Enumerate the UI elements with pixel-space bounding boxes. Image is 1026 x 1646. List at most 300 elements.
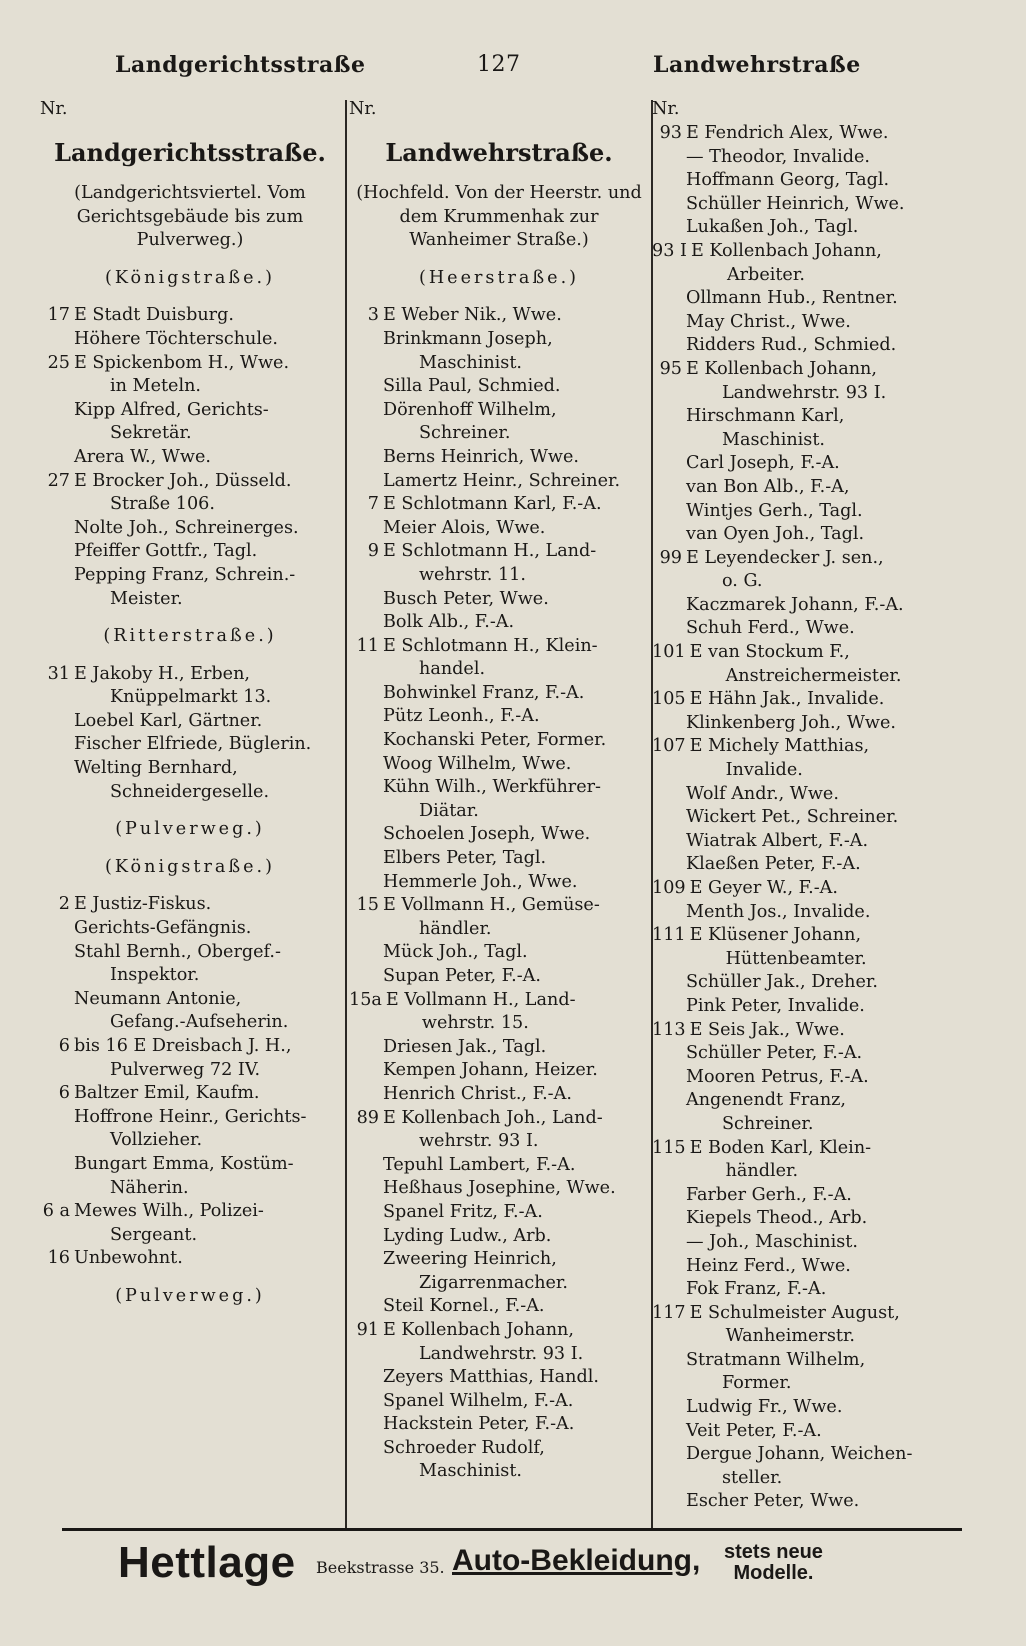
house-number: 27 [47,470,70,491]
resident-text [686,287,952,311]
resident-line: Landwehrstr. 93 I. [419,1343,584,1364]
resident-line: Neumann Antonie, [74,988,242,1009]
resident-line: Escher Peter, Wwe. [686,1491,860,1512]
resident-entry [652,1066,952,1090]
street-description: (Hochfeld. Von der Heerstr. und dem Krummenhak zur Wanheimer Straße.) [356,183,642,251]
resident-entry [349,871,649,895]
resident-line: E Kollenbach Johann, [690,240,882,261]
resident-text [74,1035,340,1082]
resident-line: E Fendrich Alex, Wwe. [686,123,889,143]
resident-text [74,470,340,517]
resident-text [383,493,649,517]
resident-entry [40,564,340,611]
house-number [349,1059,383,1083]
resident-text [686,712,952,736]
house-number: 93 [659,123,682,143]
resident-line: E Vollmann H., Land- [385,989,576,1010]
resident-text [74,1082,340,1106]
resident-text [686,216,952,240]
house-number [349,1201,383,1225]
resident-line: Vollzieher. [110,1130,203,1151]
house-number: 105 [652,689,686,710]
house-number: 111 [652,925,686,946]
resident-entry [349,1248,649,1295]
resident-line: Höhere Töchterschule. [74,328,278,349]
resident-entry [652,901,952,925]
resident-entry [349,941,649,965]
resident-entry [652,500,952,524]
ad-tagline-1: stets neue [724,1541,823,1563]
resident-line: E Stadt Duisburg. [74,305,234,326]
resident-text [686,971,952,995]
resident-entry [349,705,649,729]
house-number: 17 [47,305,70,326]
resident-text [686,311,952,335]
resident-line: Fischer Elfriede, Büglerin. [74,734,312,755]
resident-text [383,871,649,895]
running-head-right: Landwehrstraße [653,52,861,78]
house-number [40,710,74,734]
house-number [652,311,686,335]
resident-text [383,517,649,541]
resident-text [686,594,952,618]
house-number [652,1255,686,1279]
resident-entry [652,452,952,476]
resident-entry [652,617,952,641]
house-number [652,193,686,217]
resident-text [383,1225,649,1249]
house-number [349,517,383,541]
resident-line: Landwehrstr. 93 I. [722,382,887,403]
page-number: 127 [477,52,521,77]
house-number: 6 a [42,1201,70,1222]
resident-text [686,334,952,358]
resident-text [383,1083,649,1107]
resident-line: E Schlotmann Karl, F.-A. [383,494,602,515]
resident-text [386,989,649,1036]
resident-line: Busch Peter, Wwe. [383,588,549,609]
resident-line: Hirschmann Karl, [686,406,845,427]
resident-line: Wolf Andr., Wwe. [686,783,839,804]
resident-line: Driesen Jak., Tagl. [383,1036,547,1057]
resident-text [686,547,952,594]
resident-text [686,169,952,193]
resident-entry [349,776,649,823]
resident-text [383,941,649,965]
resident-line: Hüttenbeamter. [725,948,867,969]
resident-text [74,893,340,917]
resident-line: wehrstr. 15. [421,1013,529,1034]
resident-line: Wintjes Gerh., Tagl. [686,500,863,521]
resident-text [383,399,649,446]
resident-entry [652,1184,952,1208]
resident-entry [652,971,952,995]
resident-text [74,1106,340,1153]
resident-entry [349,399,649,446]
house-number [40,733,74,757]
resident-entry [40,1106,340,1153]
resident-text [686,830,952,854]
resident-line: Zweering Heinrich, [383,1249,557,1270]
column-2 [349,98,649,1528]
resident-text [686,1396,952,1420]
resident-entry [40,988,340,1035]
resident-line: Diätar. [419,800,479,821]
house-number [40,917,74,941]
resident-line: E Boden Karl, Klein- [689,1137,872,1158]
resident-line: Invalide. [725,760,803,781]
resident-entry [652,1302,952,1349]
house-number [652,901,686,925]
resident-line: E Schlotmann H., Land- [383,541,597,562]
resident-text [686,476,952,500]
house-number [652,1231,686,1255]
resident-entry [40,517,340,541]
resident-text [383,965,649,989]
house-number [40,540,74,564]
resident-text [383,470,649,494]
resident-entry [652,712,952,736]
resident-line: Schüller Peter, F.-A. [686,1043,863,1064]
resident-entry [40,1153,340,1200]
house-number: 99 [659,547,682,568]
resident-line: wehrstr. 11. [419,564,526,585]
resident-line: E Michely Matthias, [689,736,870,757]
house-number [652,500,686,524]
resident-entry [40,470,340,517]
resident-line: Kochanski Peter, Former. [383,730,607,751]
house-number [349,682,383,706]
house-number [652,287,686,311]
resident-line: van Bon Alb., F.-A, [686,476,850,497]
resident-line: handel. [419,659,486,680]
house-number [652,405,686,452]
resident-text [383,446,649,470]
house-number: 89 [356,1107,379,1128]
resident-text [383,588,649,612]
resident-text [383,1059,649,1083]
resident-entry [40,893,340,917]
resident-line: Hackstein Peter, F.-A. [383,1414,575,1435]
resident-text [686,995,952,1019]
resident-entry [349,1201,649,1225]
resident-text [690,877,952,901]
house-number [652,1278,686,1302]
house-number [652,146,686,170]
house-number: 115 [652,1137,686,1158]
house-number [349,588,383,612]
resident-entry [652,924,952,971]
resident-line: Baltzer Emil, Kaufm. [74,1083,260,1104]
house-number: 31 [47,663,70,684]
house-number [349,1083,383,1107]
resident-line: Mück Joh., Tagl. [383,942,528,963]
house-number [349,1248,383,1295]
resident-entry [40,352,340,399]
resident-line: E Schulmeister August, [689,1302,900,1323]
house-number [349,1437,383,1484]
resident-text [686,1207,952,1231]
resident-text [74,733,340,757]
resident-line: Hemmerle Joh., Wwe. [383,871,578,892]
ad-product: Auto-Bekleidung, [452,1544,701,1577]
resident-entry [349,823,649,847]
house-number: 11 [356,635,379,656]
resident-text [686,1184,952,1208]
resident-line: E Brocker Joh., Düsseld. [74,470,292,491]
resident-text [686,122,952,146]
advertisement [118,1538,978,1598]
resident-entry [349,1107,649,1154]
resident-entry [349,1319,649,1366]
house-number [349,941,383,965]
house-number: 113 [652,1019,686,1040]
resident-text [383,1107,649,1154]
resident-entry [349,588,649,612]
house-number [349,705,383,729]
house-number [652,1490,686,1514]
ad-address: Beekstrasse 35. [316,1558,445,1577]
resident-line: E Spickenbom H., Wwe. [74,352,290,373]
house-number: 107 [652,736,686,757]
resident-entry [40,733,340,757]
house-number [652,617,686,641]
resident-entry [652,334,952,358]
resident-line: Spanel Wilhelm, F.-A. [383,1390,574,1411]
resident-line: Pfeiffer Gottfr., Tagl. [74,541,258,562]
resident-entry [349,1177,649,1201]
resident-line: E Weber Nik., Wwe. [383,305,562,326]
resident-line: Schuh Ferd., Wwe. [686,618,855,639]
resident-text [383,1248,649,1295]
resident-text [383,729,649,753]
resident-text [690,641,952,688]
resident-text [383,540,649,587]
resident-line: Gerichts-Gefängnis. [74,918,252,939]
resident-line: Knüppelmarkt 13. [110,687,272,708]
house-number [652,1042,686,1066]
resident-entry [652,1420,952,1444]
resident-line: E Schlotmann H., Klein- [383,635,598,656]
resident-line: Steil Kornel., F.-A. [383,1296,545,1317]
resident-entry [349,493,649,517]
house-number: 6 [58,1083,70,1104]
resident-entry [349,1225,649,1249]
resident-entry [349,1413,649,1437]
resident-text [686,1278,952,1302]
resident-entry [349,446,649,470]
resident-entry [652,1396,952,1420]
resident-line: Ollmann Hub., Rentner. [686,288,898,309]
resident-entry [652,735,952,782]
running-head-left: Landgerichtsstraße [115,52,366,78]
resident-text [74,663,340,710]
resident-entry [652,193,952,217]
resident-entry [652,853,952,877]
resident-line: händler. [725,1161,799,1182]
house-number [349,823,383,847]
resident-line: Elbers Peter, Tagl. [383,848,547,869]
resident-line: Heinz Ferd., Wwe. [686,1255,851,1276]
resident-entry [652,405,952,452]
resident-text [686,1443,952,1490]
house-number [40,941,74,988]
house-number [349,847,383,871]
resident-line: Schneidergeselle. [110,781,270,802]
resident-text [686,1255,952,1279]
nr-label: Nr. [40,99,68,119]
house-number [349,1036,383,1060]
resident-line: Lyding Ludw., Arb. [383,1225,552,1246]
house-number: 117 [652,1302,686,1323]
resident-line: May Christ., Wwe. [686,311,851,332]
resident-line: E Klüsener Johann, [689,925,862,946]
resident-text [383,375,649,399]
resident-text [74,941,340,988]
resident-text [691,240,952,287]
house-number [652,853,686,877]
resident-entry [349,965,649,989]
resident-text [383,1201,649,1225]
resident-text [686,1231,952,1255]
resident-text [74,988,340,1035]
resident-entry [652,1089,952,1136]
resident-line: Näherin. [110,1177,189,1198]
column-3 [652,98,952,1528]
resident-entry [40,757,340,804]
resident-text [383,823,649,847]
resident-line: Former. [722,1373,792,1394]
resident-entry [349,989,649,1036]
resident-entry [652,216,952,240]
resident-text [686,146,952,170]
resident-entry [40,710,340,734]
resident-entry [652,146,952,170]
resident-text [383,682,649,706]
resident-line: Hoffrone Heinr., Gerichts- [74,1106,307,1127]
house-number: 101 [652,642,686,663]
resident-entry [652,240,952,287]
resident-line: in Meteln. [110,376,202,397]
resident-line: Meister. [110,588,183,609]
resident-entry [40,1247,340,1271]
house-number: 6 [58,1036,70,1056]
resident-entry [349,328,649,375]
resident-entry [349,470,649,494]
resident-line: Loebel Karl, Gärtner. [74,710,263,731]
resident-line: Gefang.-Aufseherin. [110,1012,289,1033]
resident-entry [349,517,649,541]
resident-text [686,1349,952,1396]
resident-line: Nolte Joh., Schreinerges. [74,517,299,538]
resident-text [690,735,952,782]
nr-label: Nr. [349,99,377,119]
resident-entry [349,1154,649,1178]
resident-text [74,540,340,564]
house-number: 7 [367,494,379,515]
resident-line: Klaeßen Peter, F.-A. [686,854,861,875]
resident-line: Unbewohnt. [74,1248,183,1269]
resident-text [383,635,649,682]
resident-line: Wanheimerstr. [725,1326,856,1347]
resident-entry [652,688,952,712]
resident-line: Meier Alois, Wwe. [383,517,546,538]
resident-line: Maschinist. [722,429,825,450]
street-description: (Landgerichtsviertel. Vom Gerichtsgebäude bis zum Pulverweg.) [74,183,306,251]
resident-line: E van Stockum F., [689,642,850,663]
house-number [652,830,686,854]
resident-line: E Kollenbach Joh., Land- [383,1107,603,1128]
resident-entry [349,1366,649,1390]
resident-entry [652,476,952,500]
house-number [40,328,74,352]
resident-text [686,901,952,925]
resident-entry [349,304,649,328]
resident-line: Zeyers Matthias, Handl. [383,1367,599,1388]
resident-entry [349,1437,649,1484]
house-number [652,1443,686,1490]
resident-entry [40,399,340,446]
nr-label: Nr. [652,99,680,119]
resident-line: E Justiz-Fiskus. [74,894,212,915]
resident-entry [40,540,340,564]
resident-line: E Jakoby H., Erben, [74,663,250,684]
house-number: 2 [58,894,70,915]
cross-street: (Heerstraße.) [418,267,580,288]
house-number [40,564,74,611]
resident-entry [349,682,649,706]
resident-line: Inspektor. [110,965,200,986]
house-number [349,1390,383,1414]
resident-text [383,328,649,375]
house-number [349,965,383,989]
house-number [652,806,686,830]
resident-line: Kipp Alfred, Gerichts- [74,399,269,420]
resident-line: Dergue Johann, Weichen- [686,1444,913,1465]
resident-entry [652,1207,952,1231]
resident-line: E Kollenbach Johann, [686,358,877,379]
resident-entry [652,358,952,405]
resident-entry [652,122,952,146]
house-number [652,1184,686,1208]
resident-entry [349,1390,649,1414]
resident-entry [652,995,952,1019]
house-number [652,1207,686,1231]
resident-line: — Theodor, Invalide. [686,146,871,167]
street-title: Landwehrstraße. [385,138,613,167]
resident-line: Klinkenberg Joh., Wwe. [686,712,896,733]
resident-line: Bolk Alb., F.-A. [383,612,515,633]
resident-entry [349,375,649,399]
resident-text [74,352,340,399]
resident-text [686,1042,952,1066]
cross-street: (Königstraße.) [105,267,275,288]
resident-entry [349,540,649,587]
house-number [652,1066,686,1090]
house-number [652,216,686,240]
house-number [40,757,74,804]
resident-text [686,1490,952,1514]
house-number [349,1177,383,1201]
resident-line: Ridders Rud., Schmied. [686,335,897,356]
resident-text [74,917,340,941]
resident-entry [40,663,340,710]
house-number [652,169,686,193]
resident-line: Schüller Heinrich, Wwe. [686,193,905,214]
house-number: 95 [659,358,682,379]
resident-line: Kaczmarek Johann, F.-A. [686,594,904,615]
resident-line: Fok Franz, F.-A. [686,1279,827,1300]
